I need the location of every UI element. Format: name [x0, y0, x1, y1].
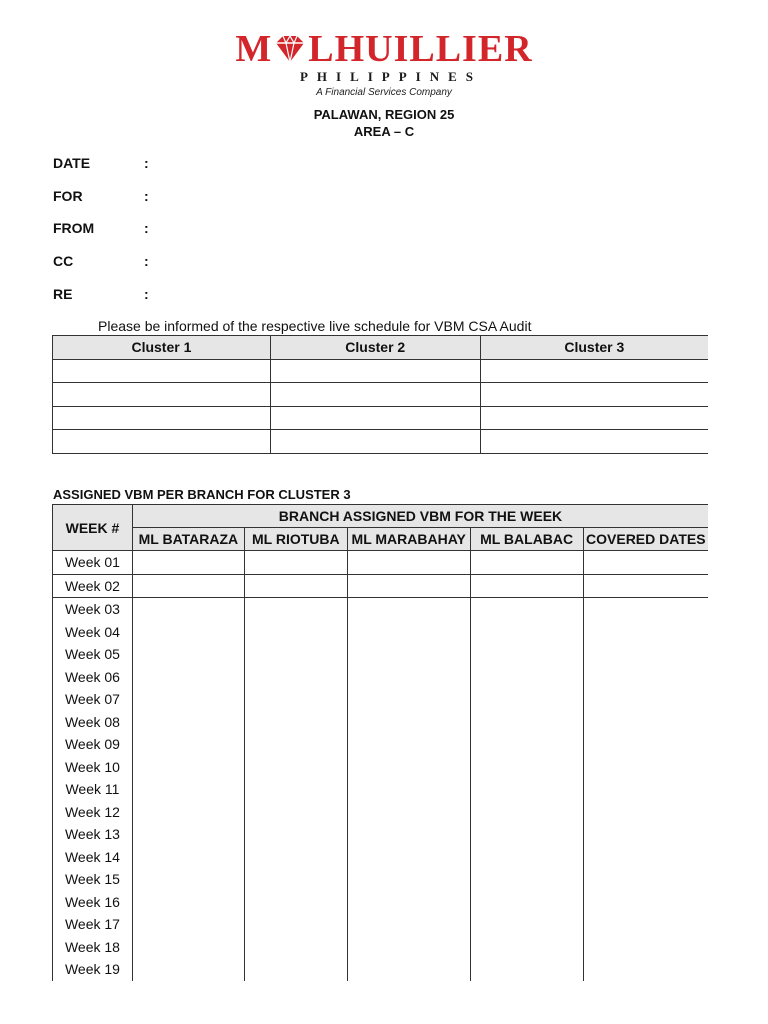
- table-cell[interactable]: [470, 801, 583, 824]
- table-cell[interactable]: [132, 688, 244, 711]
- table-cell[interactable]: [347, 823, 470, 846]
- week-label: Week 15: [53, 868, 133, 891]
- table-cell[interactable]: [583, 688, 708, 711]
- table-cell[interactable]: [583, 756, 708, 779]
- field-label-from: FROM: [53, 220, 95, 236]
- table-cell[interactable]: [244, 621, 347, 644]
- table-row: [53, 823, 709, 846]
- table-row: [53, 598, 709, 621]
- table-cell[interactable]: [132, 913, 244, 936]
- table-cell[interactable]: [470, 778, 583, 801]
- cluster-header-row: [53, 336, 709, 360]
- week-label: Week 09: [53, 733, 133, 756]
- field-label-cc: CC: [53, 253, 74, 269]
- logo-letter-m: M: [235, 28, 273, 70]
- field-label-for: FOR: [53, 188, 83, 204]
- table-row: [53, 778, 709, 801]
- table-cell[interactable]: [244, 936, 347, 959]
- table-cell[interactable]: [583, 913, 708, 936]
- table-cell[interactable]: [132, 551, 244, 575]
- table-cell[interactable]: [132, 711, 244, 734]
- table-cell[interactable]: [244, 598, 347, 621]
- table-cell[interactable]: [480, 430, 708, 454]
- table-cell[interactable]: [470, 868, 583, 891]
- table-row: [53, 936, 709, 959]
- table-cell[interactable]: [347, 846, 470, 869]
- table-cell[interactable]: [583, 574, 708, 598]
- table-row: [53, 430, 709, 454]
- table-row: [53, 383, 709, 407]
- table-cell[interactable]: [347, 666, 470, 689]
- table-cell[interactable]: [244, 846, 347, 869]
- table-cell[interactable]: [347, 756, 470, 779]
- table-cell[interactable]: [270, 430, 480, 454]
- assignment-table-title: ASSIGNED VBM PER BRANCH FOR CLUSTER 3: [53, 487, 351, 502]
- region-heading: PALAWAN, REGION 25: [313, 107, 455, 122]
- table-cell[interactable]: [583, 891, 708, 914]
- assignment-header-row: [53, 505, 709, 528]
- branch-header-marabahay: ML MARABAHAY: [347, 528, 470, 551]
- table-cell[interactable]: [270, 383, 480, 407]
- table-cell[interactable]: [53, 383, 271, 407]
- table-cell[interactable]: [347, 733, 470, 756]
- table-cell[interactable]: [270, 359, 480, 383]
- week-label: Week 06: [53, 666, 133, 689]
- table-cell[interactable]: [244, 666, 347, 689]
- branch-header-bataraza: ML BATARAZA: [132, 528, 244, 551]
- table-row: [53, 643, 709, 666]
- branch-header-row: [53, 528, 709, 551]
- table-cell[interactable]: [347, 801, 470, 824]
- table-cell[interactable]: [470, 711, 583, 734]
- company-logo: [0, 30, 768, 98]
- week-label: Week 03: [53, 598, 133, 621]
- table-cell[interactable]: [132, 936, 244, 959]
- table-cell[interactable]: [347, 574, 470, 598]
- assignment-table: [52, 504, 708, 981]
- table-cell[interactable]: [470, 913, 583, 936]
- table-cell[interactable]: [470, 643, 583, 666]
- table-cell[interactable]: [244, 958, 347, 981]
- table-row: [53, 913, 709, 936]
- table-row: [53, 551, 709, 575]
- table-cell[interactable]: [470, 823, 583, 846]
- week-header: WEEK #: [53, 505, 133, 551]
- table-cell[interactable]: [132, 801, 244, 824]
- table-cell[interactable]: [244, 551, 347, 575]
- table-cell[interactable]: [347, 688, 470, 711]
- table-cell[interactable]: [53, 359, 271, 383]
- table-row: [53, 574, 709, 598]
- area-heading: AREA – C: [353, 124, 415, 139]
- logo-country: PHILIPPINES: [299, 69, 483, 84]
- branch-header-riotuba: ML RIOTUBA: [244, 528, 347, 551]
- table-cell[interactable]: [132, 733, 244, 756]
- table-cell[interactable]: [347, 958, 470, 981]
- week-label: Week 08: [53, 711, 133, 734]
- table-cell[interactable]: [132, 574, 244, 598]
- table-cell[interactable]: [132, 756, 244, 779]
- week-label: Week 07: [53, 688, 133, 711]
- table-cell[interactable]: [347, 621, 470, 644]
- diamond-icon: [273, 34, 307, 64]
- field-colon: :: [144, 155, 149, 171]
- table-cell[interactable]: [244, 733, 347, 756]
- table-cell[interactable]: [470, 756, 583, 779]
- table-cell[interactable]: [244, 913, 347, 936]
- table-cell[interactable]: [583, 936, 708, 959]
- week-label: Week 10: [53, 756, 133, 779]
- table-cell[interactable]: [583, 711, 708, 734]
- table-cell[interactable]: [244, 574, 347, 598]
- table-cell[interactable]: [244, 643, 347, 666]
- table-cell[interactable]: [470, 621, 583, 644]
- table-cell[interactable]: [583, 778, 708, 801]
- table-row: [53, 846, 709, 869]
- table-cell[interactable]: [53, 430, 271, 454]
- intro-text: Please be informed of the respective live schedule for VBM CSA Audit: [98, 318, 532, 334]
- branch-header-balabac: ML BALABAC: [470, 528, 583, 551]
- table-cell[interactable]: [583, 801, 708, 824]
- week-label: Week 02: [53, 574, 133, 598]
- table-row: [53, 711, 709, 734]
- table-cell[interactable]: [583, 868, 708, 891]
- logo-letters-rest: LHUILLIER: [308, 28, 533, 70]
- table-row: [53, 801, 709, 824]
- table-cell[interactable]: [470, 574, 583, 598]
- table-cell[interactable]: [583, 733, 708, 756]
- table-cell[interactable]: [470, 598, 583, 621]
- week-label: Week 13: [53, 823, 133, 846]
- table-cell[interactable]: [244, 891, 347, 914]
- table-cell[interactable]: [347, 868, 470, 891]
- field-colon: :: [144, 286, 149, 302]
- table-cell[interactable]: [583, 958, 708, 981]
- cluster-table: [52, 335, 708, 454]
- field-label-re: RE: [53, 286, 73, 302]
- table-cell[interactable]: [132, 621, 244, 644]
- table-cell[interactable]: [270, 406, 480, 430]
- week-label: Week 12: [53, 801, 133, 824]
- table-cell[interactable]: [347, 551, 470, 575]
- table-row: [53, 359, 709, 383]
- table-row: [53, 958, 709, 981]
- cluster-header: Cluster 1: [53, 336, 271, 360]
- field-colon: :: [144, 188, 149, 204]
- table-cell[interactable]: [480, 406, 708, 430]
- table-cell[interactable]: [470, 958, 583, 981]
- cluster-header: Cluster 3: [480, 336, 708, 360]
- logo-wordmark: [235, 30, 532, 68]
- table-cell[interactable]: [132, 643, 244, 666]
- table-cell[interactable]: [347, 936, 470, 959]
- table-row: [53, 406, 709, 430]
- table-cell[interactable]: [132, 891, 244, 914]
- covered-dates-header: COVERED DATES: [583, 528, 708, 551]
- table-cell[interactable]: [244, 801, 347, 824]
- table-cell[interactable]: [583, 823, 708, 846]
- week-label: Week 05: [53, 643, 133, 666]
- field-label-date: DATE: [53, 155, 91, 171]
- table-row: [53, 621, 709, 644]
- table-cell[interactable]: [470, 688, 583, 711]
- week-label: Week 18: [53, 936, 133, 959]
- table-cell[interactable]: [480, 359, 708, 383]
- table-cell[interactable]: [347, 778, 470, 801]
- table-cell[interactable]: [347, 913, 470, 936]
- table-cell[interactable]: [347, 891, 470, 914]
- table-cell[interactable]: [132, 778, 244, 801]
- field-colon: :: [144, 253, 149, 269]
- week-label: Week 19: [53, 958, 133, 981]
- table-row: [53, 688, 709, 711]
- table-cell[interactable]: [470, 551, 583, 575]
- table-cell[interactable]: [132, 598, 244, 621]
- table-cell[interactable]: [132, 868, 244, 891]
- week-label: Week 01: [53, 551, 133, 575]
- table-cell[interactable]: [244, 778, 347, 801]
- cluster-header: Cluster 2: [270, 336, 480, 360]
- table-cell[interactable]: [347, 643, 470, 666]
- table-cell[interactable]: [132, 666, 244, 689]
- table-cell[interactable]: [347, 598, 470, 621]
- table-cell[interactable]: [132, 958, 244, 981]
- table-cell[interactable]: [244, 756, 347, 779]
- table-cell[interactable]: [132, 846, 244, 869]
- table-row: [53, 666, 709, 689]
- table-cell[interactable]: [244, 688, 347, 711]
- week-label: Week 04: [53, 621, 133, 644]
- table-cell[interactable]: [53, 406, 271, 430]
- table-row: [53, 891, 709, 914]
- table-row: [53, 756, 709, 779]
- logo-tagline: A Financial Services Company: [316, 87, 452, 98]
- table-cell[interactable]: [132, 823, 244, 846]
- table-cell[interactable]: [470, 891, 583, 914]
- table-cell[interactable]: [244, 711, 347, 734]
- week-label: Week 14: [53, 846, 133, 869]
- week-label: Week 16: [53, 891, 133, 914]
- group-header: BRANCH ASSIGNED VBM FOR THE WEEK: [132, 505, 708, 528]
- table-cell[interactable]: [583, 598, 708, 621]
- table-cell[interactable]: [470, 936, 583, 959]
- week-label: Week 17: [53, 913, 133, 936]
- table-cell[interactable]: [480, 383, 708, 407]
- table-cell[interactable]: [583, 643, 708, 666]
- table-cell[interactable]: [583, 666, 708, 689]
- table-row: [53, 733, 709, 756]
- table-cell[interactable]: [470, 846, 583, 869]
- table-cell[interactable]: [244, 868, 347, 891]
- table-cell[interactable]: [244, 823, 347, 846]
- table-cell[interactable]: [583, 846, 708, 869]
- table-cell[interactable]: [347, 711, 470, 734]
- table-row: [53, 868, 709, 891]
- table-cell[interactable]: [583, 551, 708, 575]
- week-rows: [53, 551, 709, 981]
- table-cell[interactable]: [470, 733, 583, 756]
- week-label: Week 11: [53, 778, 133, 801]
- table-cell[interactable]: [583, 621, 708, 644]
- table-cell[interactable]: [470, 666, 583, 689]
- field-colon: :: [144, 220, 149, 236]
